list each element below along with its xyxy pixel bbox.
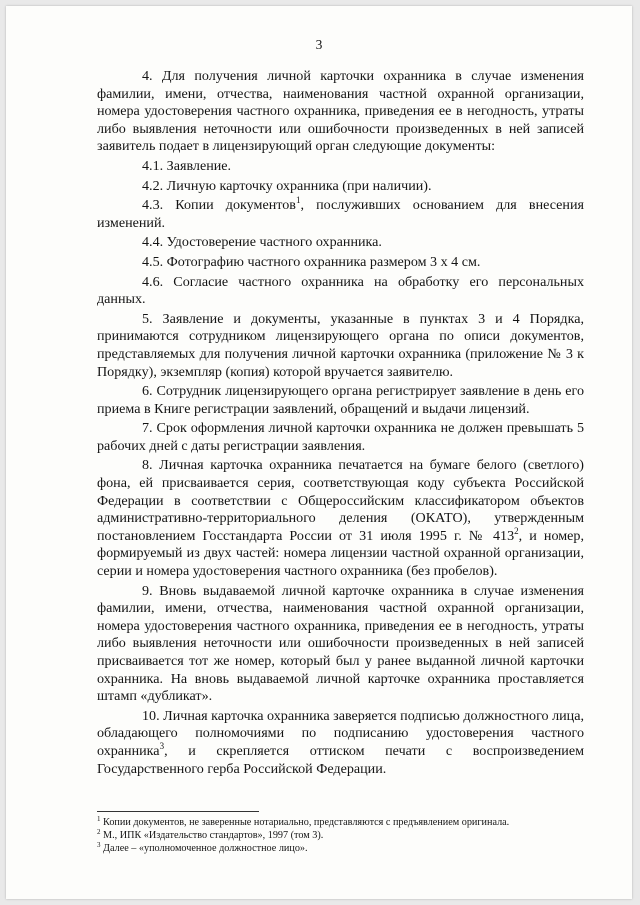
footnote-1: [97, 817, 584, 830]
paragraph-p4: [97, 68, 584, 156]
footnote-mark: 2: [97, 827, 101, 836]
paragraph-p4-3: [97, 197, 584, 232]
paragraph-text: , и номер, формируемый из двух частей: номера лицензии частной охранной организации, серии и номера удостоверения частного охранника (без пробелов).: [97, 527, 584, 580]
paragraph-p10: [97, 708, 584, 778]
footnote-text: Копии документов, не заверенные нотариально, представляются с предъявлением оригинала.: [100, 817, 510, 828]
paragraph-p6: [97, 383, 584, 418]
paragraph-p4-1: [97, 158, 584, 176]
paragraph-p8: [97, 457, 584, 580]
footnote-separator: [97, 811, 259, 812]
paragraph-p4-4: [97, 234, 584, 252]
paragraph-text: , и скрепляется оттиском печати с воспроизведением Государственного герба Российской Федерации.: [97, 742, 584, 777]
footnote-mark: 3: [97, 840, 101, 849]
page-number: 3: [315, 37, 323, 52]
paragraph-text: 7. Срок оформления личной карточки охранника не должен превышать 5 рабочих дней с даты регистрации заявления.: [97, 420, 584, 454]
footnote-mark: 1: [97, 815, 101, 823]
footnote-text: М., ИПК «Издательство стандартов», 1997 (том 3).: [100, 829, 324, 841]
document-page: [6, 6, 632, 899]
footnote-ref: 3: [159, 740, 165, 751]
paragraph-text: 4.2. Личную карточку охранника (при наличии).: [142, 177, 432, 194]
footnote-2: [97, 827, 584, 843]
paragraph-text: , послуживших основанием для внесения изменений.: [97, 197, 584, 231]
paragraph-text: 10. Личная карточка охранника заверяется подписью должностного лица, обладающего полномочиями по подписанию удостоверения частного охранника: [97, 707, 584, 759]
footnote-3: [97, 840, 584, 856]
paragraph-text: 4.5. Фотографию частного охранника размером 3 x 4 см.: [142, 253, 481, 270]
paragraph-p7: [97, 420, 584, 455]
paragraph-text: 4.4. Удостоверение частного охранника.: [142, 234, 382, 251]
paragraph-text: 9. Вновь выдаваемой личной карточке охранника в случае изменения фамилии, имени, отчества, наименования частной охранной организации, номера удостоверения частного охранника, приведения ее в негодность, утраты либо выявления неточности или ошибочности произведенных в ней записей присваивается тот же номер, который был у ранее выданной личной карточки охранника. На вновь выдаваемой личной карточке охранника проставляется штамп «дубликат».: [97, 582, 584, 705]
paragraph-text: 4. Для получения личной карточки охранника в случае изменения фамилии, имени, отчества, наименования частной охранной организации, номера удостоверения частного охранника, приведения ее в негодность, утраты либо выявления неточности или ошибочности произведенных в ней записей заявитель подает в лицензирующий орган следующие документы:: [97, 68, 584, 155]
paragraph-p4-2: [97, 178, 584, 196]
paragraph-text: 5. Заявление и документы, указанные в пунктах 3 и 4 Порядка, принимаются сотрудником лицензирующего органа по описи документов, представляемых для получения личной карточки охранника (приложение № 3 к Порядку), экземпляр (копия) которой вручается заявителю.: [97, 310, 584, 380]
paragraph-text: 4.3. Копии документов: [142, 197, 296, 214]
footnotes: [97, 817, 584, 855]
paragraph-p9: [97, 583, 584, 706]
paragraph-p4-5: [97, 254, 584, 272]
paragraph-text: 4.6. Согласие частного охранника на обработку его персональных данных.: [97, 273, 584, 308]
footnote-ref: 1: [295, 195, 301, 206]
document-body: [97, 68, 584, 780]
footnote-text: Далее – «уполномоченное должностное лицо».: [100, 842, 308, 854]
paragraph-p4-6: [97, 274, 584, 309]
paragraph-text: 8. Личная карточка охранника печатается на бумаге белого (светлого) фона, ей присваивается серия, соответствующая коду субъекта Российской Федерации в соответствии с Общероссийским классификатором объектов административно-территориального деления (ОКАТО), утвержденным постановлением Госстандарта России от 31 июля 1995 г. № 413: [97, 457, 584, 544]
paragraph-text: 6. Сотрудник лицензирующего органа регистрирует заявление в день его приема в Книге регистрации заявлений, обращений и выдачи лицензий.: [97, 383, 584, 417]
paragraph-text: 4.1. Заявление.: [142, 157, 232, 174]
footnote-ref: 2: [514, 525, 519, 536]
paragraph-p5: [97, 311, 584, 381]
